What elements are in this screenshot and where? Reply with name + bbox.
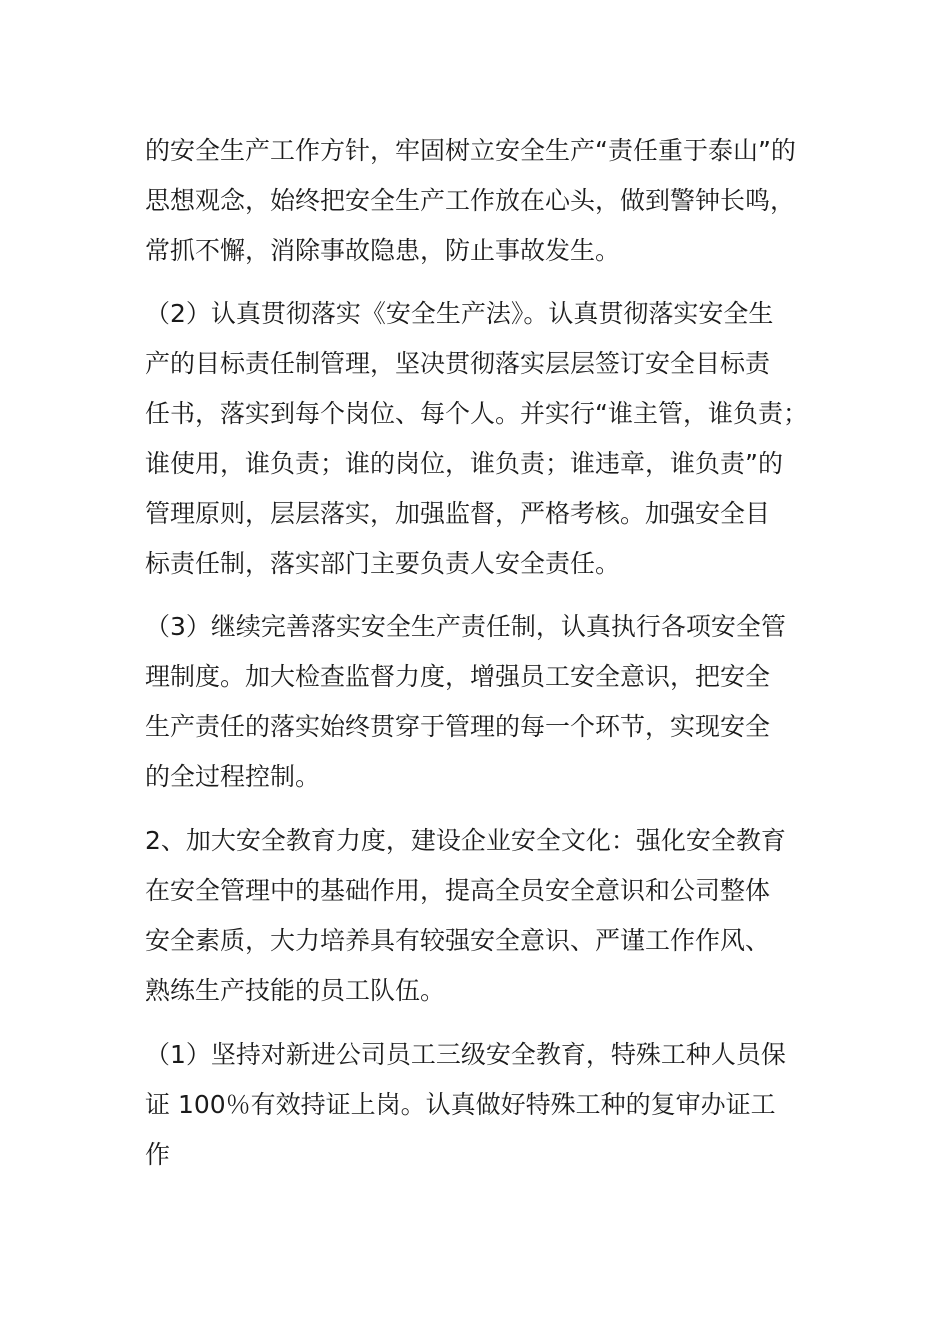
text-line: 常抓不懈，消除事故隐患，防止事故发生。 xyxy=(145,236,621,265)
text-line: 任书，落实到每个岗位、每个人。并实行“谁主管，谁负责； xyxy=(145,399,808,428)
text-line: 2、加大安全教育力度，建设企业安全文化：强化安全教育 xyxy=(145,826,786,855)
text-line: 理制度。加大检查监督力度，增强员工安全意识，把安全 xyxy=(145,662,771,691)
text-line: 管理原则，层层落实，加强监督，严格考核。加强安全目 xyxy=(145,499,771,528)
text-line: （3）继续完善落实安全生产责任制，认真执行各项安全管 xyxy=(145,612,786,641)
text-line: 熟练生产技能的员工队伍。 xyxy=(145,976,446,1005)
text-line: 的安全生产工作方针，牢固树立安全生产“责任重于泰山”的 xyxy=(145,136,796,165)
text-line: 的全过程控制。 xyxy=(145,762,321,791)
text-line: 标责任制，落实部门主要负责人安全责任。 xyxy=(145,549,621,578)
text-line: 作 xyxy=(145,1140,171,1169)
text-line: 谁使用，谁负责；谁的岗位，谁负责；谁违章，谁负责”的 xyxy=(145,449,783,478)
text-line: 在安全管理中的基础作用，提高全员安全意识和公司整体 xyxy=(145,876,771,905)
text-line: （2）认真贯彻落实《安全生产法》。认真贯彻落实安全生 xyxy=(145,299,774,328)
text-line: 证 100％有效持证上岗。认真做好特殊工种的复审办证工 xyxy=(145,1090,776,1119)
text-line: （1）坚持对新进公司员工三级安全教育，特殊工种人员保 xyxy=(145,1040,786,1069)
text-line: 思想观念，始终把安全生产工作放在心头，做到警钟长鸣， xyxy=(145,186,796,215)
text-line: 安全素质，大力培养具有较强安全意识、严谨工作作风、 xyxy=(145,926,771,955)
text-line: 产的目标责任制管理，坚决贯彻落实层层签订安全目标责 xyxy=(145,349,771,378)
text-line: 生产责任的落实始终贯穿于管理的每一个环节，实现安全 xyxy=(145,712,771,741)
